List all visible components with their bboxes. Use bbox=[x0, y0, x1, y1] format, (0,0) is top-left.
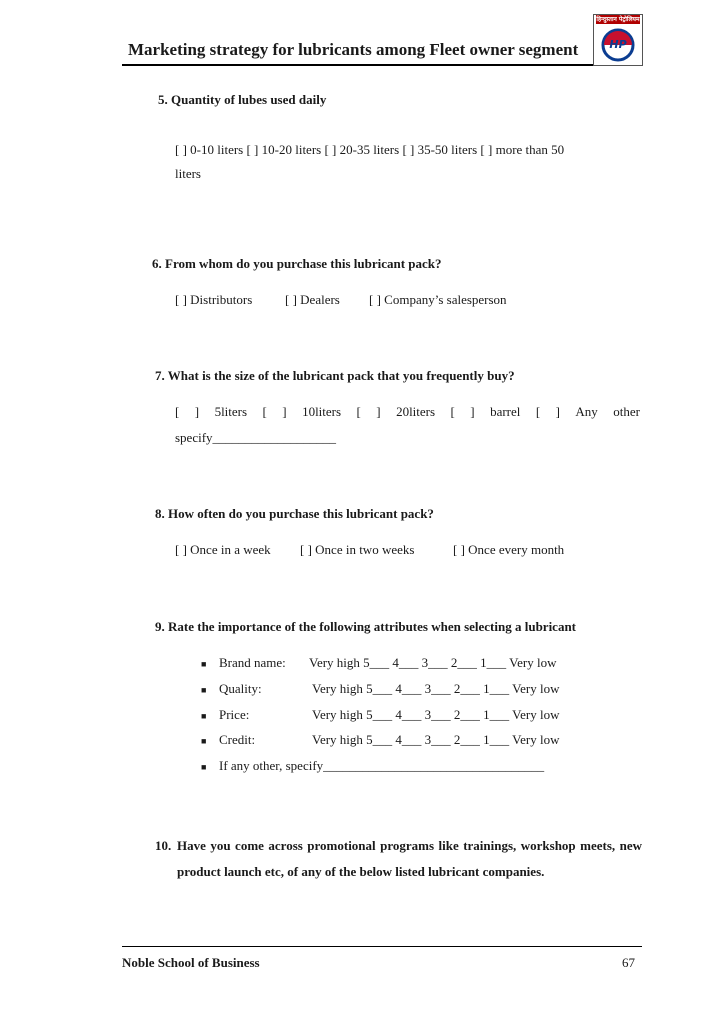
q9-attribute-scale: Very high 5___ 4___ 3___ 2___ 1___ Very low bbox=[309, 655, 557, 670]
q7-token: Any bbox=[575, 404, 598, 419]
q9-attribute-label: Credit: bbox=[219, 732, 256, 747]
bullet-icon: ■ bbox=[201, 685, 207, 695]
q9-attribute-label: Quality: bbox=[219, 681, 262, 696]
q7-token: [ bbox=[262, 404, 267, 419]
question-8-option-week: [ ] Once in a week bbox=[175, 542, 271, 557]
question-7-title: 7. What is the size of the lubricant pack that you frequently buy? bbox=[155, 368, 515, 383]
header-divider bbox=[122, 64, 642, 66]
q9-other-specify: If any other, specify__________________________________ bbox=[219, 758, 545, 773]
q7-token: [ bbox=[175, 404, 180, 419]
q7-token: [ bbox=[356, 404, 361, 419]
question-10-text: Have you come across promotional programs like trainings, workshop meets, new product launch etc, of any of the below listed lubricant companies. bbox=[177, 838, 642, 879]
question-9-title: 9. Rate the importance of the following attributes when selecting a lubricant bbox=[155, 619, 577, 634]
q9-attribute-scale: Very high 5___ 4___ 3___ 2___ 1___ Very low bbox=[312, 707, 560, 722]
question-7-options-line1 bbox=[175, 404, 640, 420]
bullet-icon: ■ bbox=[201, 736, 207, 746]
bullet-icon: ■ bbox=[201, 659, 207, 669]
bullet-icon: ■ bbox=[201, 762, 207, 772]
page-number: 67 bbox=[622, 955, 635, 970]
hp-logo-tagline: हिन्दुस्तान पेट्रोलियम bbox=[596, 16, 640, 23]
question-10-number: 10. bbox=[155, 838, 172, 853]
question-5-options-line2: liters bbox=[175, 166, 201, 181]
q7-token: 10liters bbox=[302, 404, 342, 419]
q7-token: ] bbox=[282, 404, 287, 419]
q7-token: 20liters bbox=[396, 404, 436, 419]
q7-token: ] bbox=[194, 404, 200, 419]
q9-attribute-scale: Very high 5___ 4___ 3___ 2___ 1___ Very low bbox=[312, 681, 560, 696]
q7-token: [ bbox=[450, 404, 455, 419]
question-6-option-salesperson: [ ] Company’s salesperson bbox=[369, 292, 507, 307]
q7-token: ] bbox=[376, 404, 381, 419]
question-10 bbox=[155, 833, 642, 885]
question-6-title: 6. From whom do you purchase this lubricant pack? bbox=[152, 256, 442, 271]
question-8-option-month: [ ] Once every month bbox=[453, 542, 565, 557]
question-6-option-dealers: [ ] Dealers bbox=[285, 292, 340, 307]
q9-attribute-scale: Very high 5___ 4___ 3___ 2___ 1___ Very low bbox=[312, 732, 560, 747]
question-8-title: 8. How often do you purchase this lubricant pack? bbox=[155, 506, 434, 521]
footer-school-name: Noble School of Business bbox=[122, 955, 260, 970]
q7-token: [ bbox=[535, 404, 541, 419]
q7-token: 5liters bbox=[214, 404, 248, 419]
question-5-options-line1: [ ] 0-10 liters [ ] 10-20 liters [ ] 20-35 liters [ ] 35-50 liters [ ] more than 50 bbox=[175, 142, 565, 157]
q9-attribute-label: Brand name: bbox=[219, 655, 286, 670]
question-6-option-distributors: [ ] Distributors bbox=[175, 292, 253, 307]
page-header-title: Marketing strategy for lubricants among Fleet owner segment bbox=[128, 40, 579, 59]
bullet-icon: ■ bbox=[201, 711, 207, 721]
question-7-options-line2: specify___________________ bbox=[175, 430, 337, 445]
q7-token: ] bbox=[470, 404, 475, 419]
question-8-option-two-weeks: [ ] Once in two weeks bbox=[300, 542, 415, 557]
q9-attribute-label: Price: bbox=[219, 707, 250, 722]
question-5-title: 5. Quantity of lubes used daily bbox=[158, 92, 327, 107]
q7-token: other bbox=[613, 404, 640, 419]
footer-divider bbox=[122, 946, 642, 947]
q7-token: barrel bbox=[490, 404, 521, 419]
q7-token: ] bbox=[555, 404, 560, 419]
hp-logo-text: HP bbox=[609, 38, 627, 51]
